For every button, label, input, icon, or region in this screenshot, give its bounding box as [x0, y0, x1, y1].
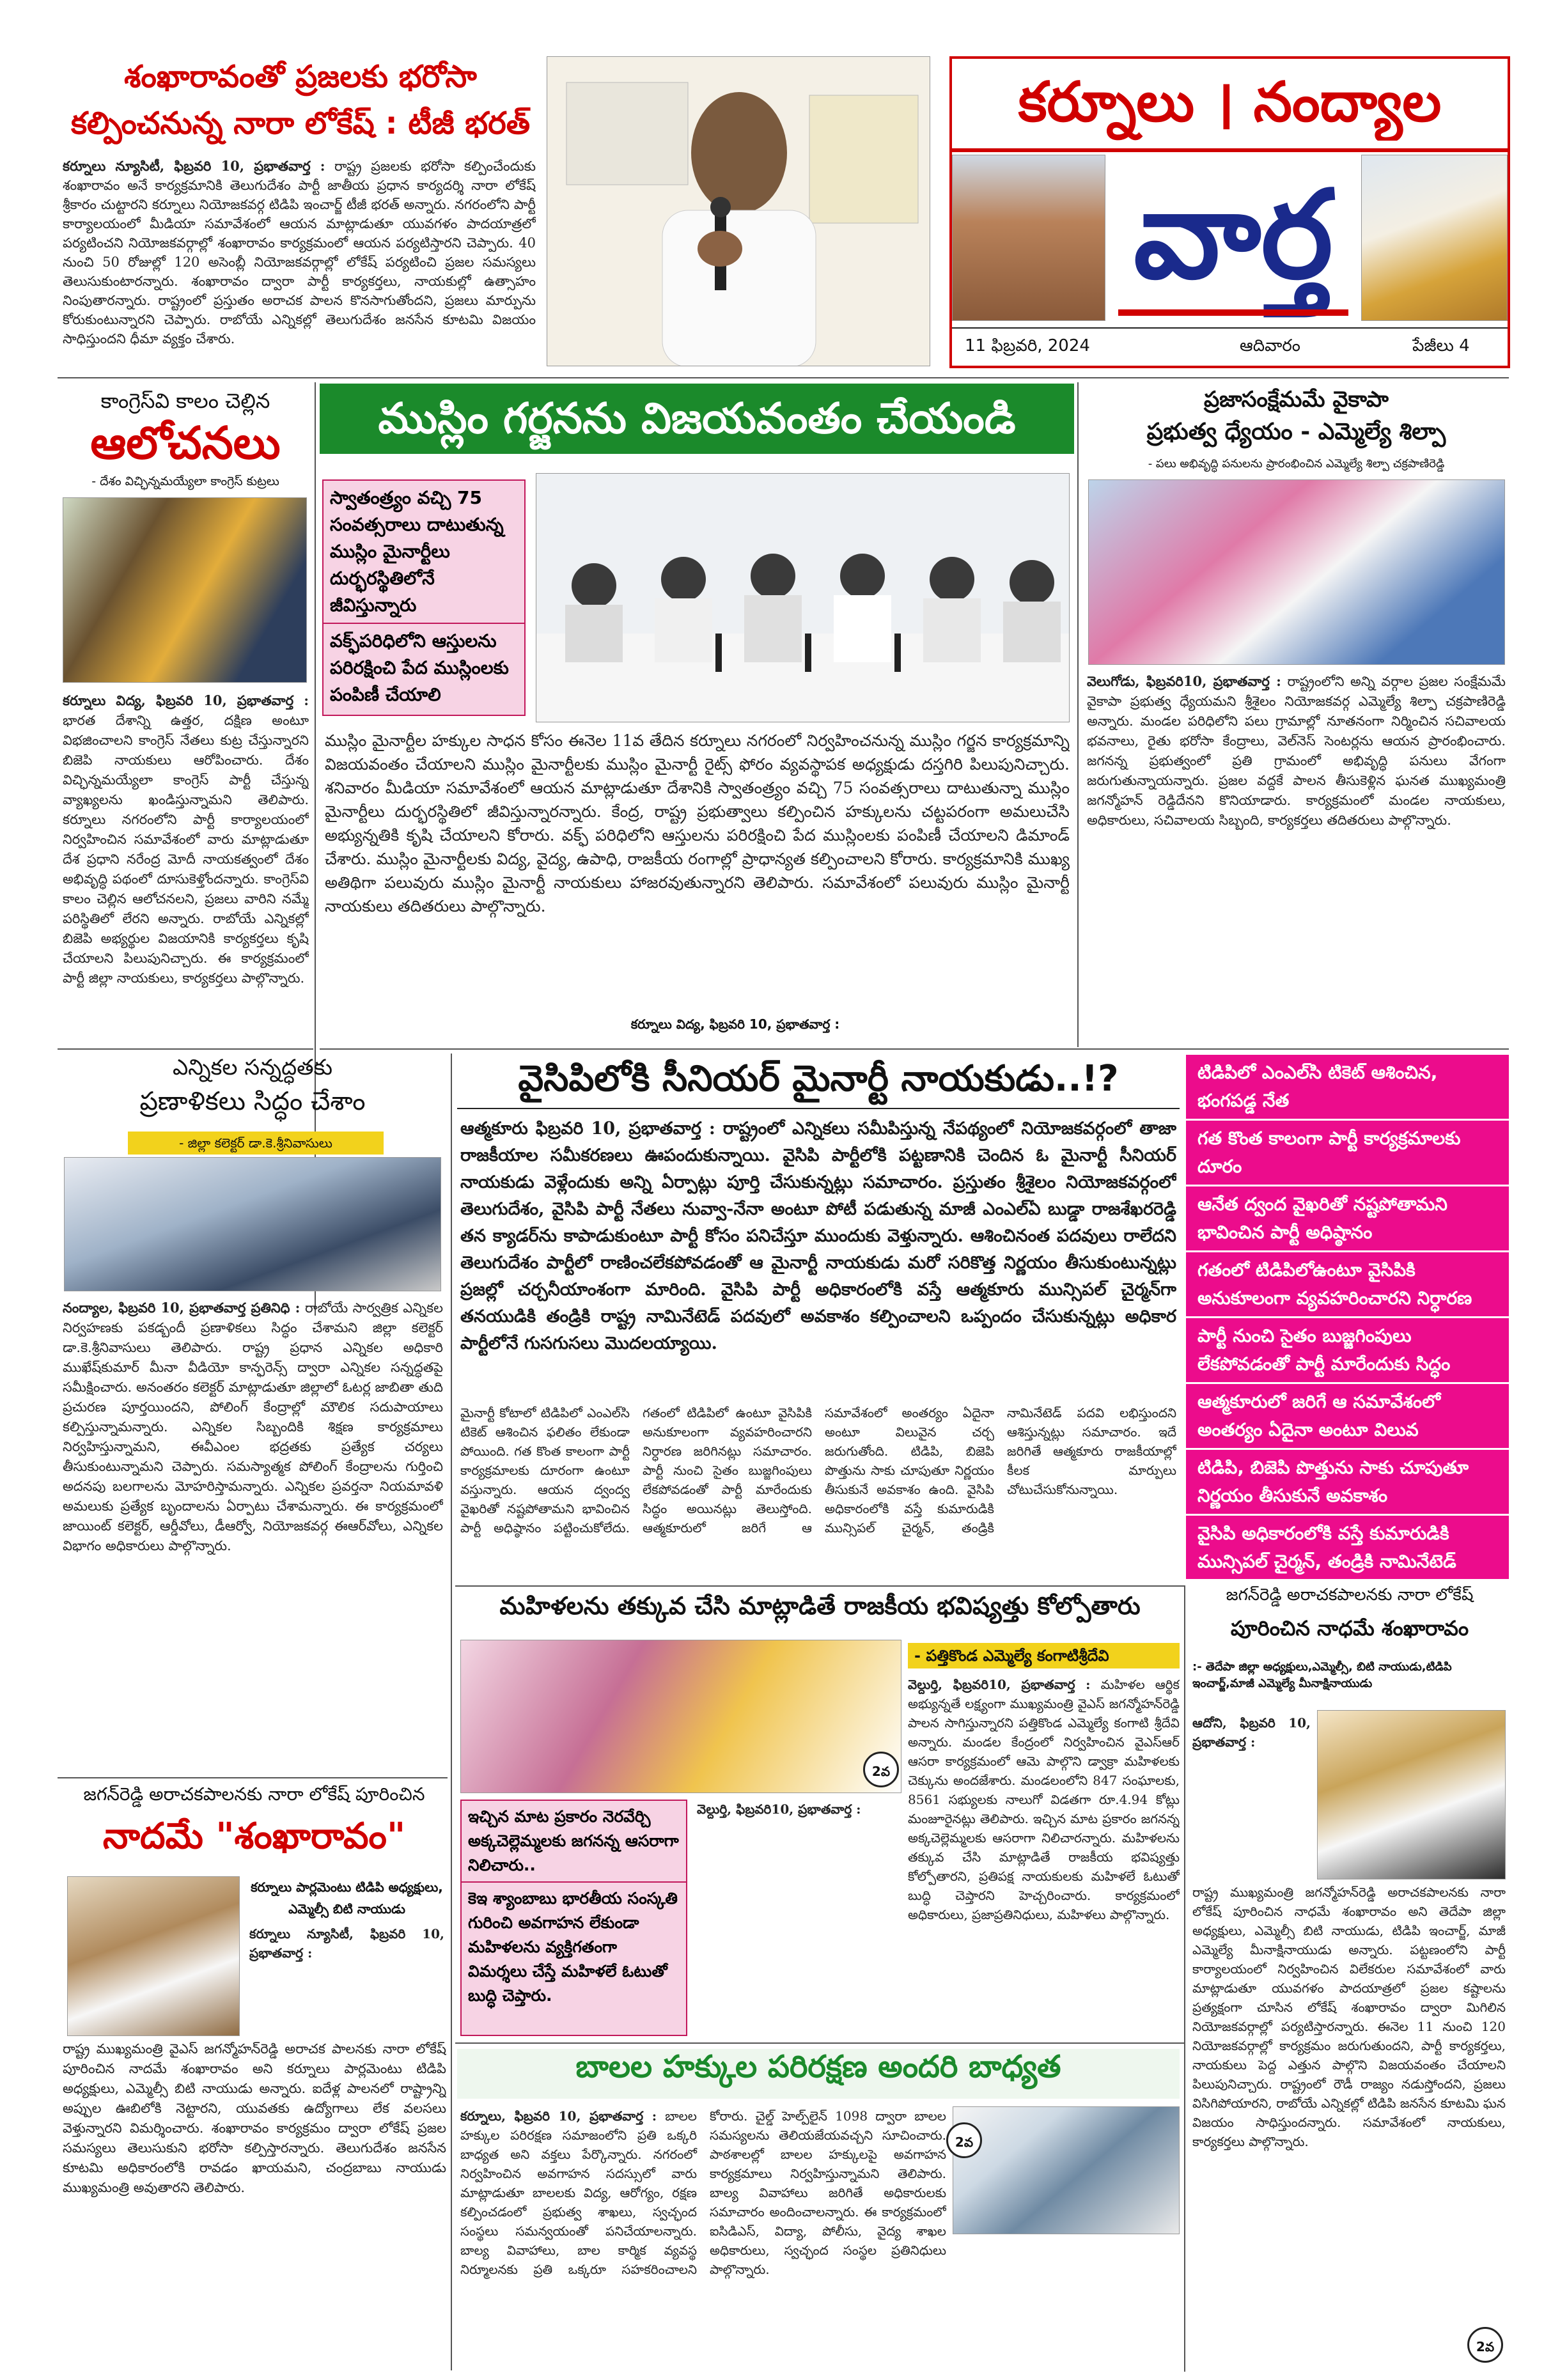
story10-photo: [953, 2106, 1180, 2234]
story1-dateline: కర్నూలు న్యూసిటీ, ఫిబ్రవరి 10, ప్రభాతవార్త :: [63, 158, 325, 174]
masthead-date-strip: [952, 327, 1508, 366]
divider-left-2: [58, 1777, 448, 1778]
story8-headline: మహిళలను తక్కువ చేసి మాట్లాడితే రాజకీయ భవిష్యత్తు కోల్పోతారు: [499, 1592, 1141, 1620]
story8-deck: - పత్తికొండ ఎమ్మెల్యే కంగాటిశ్రీదేవి: [908, 1643, 1180, 1668]
story4-deck: - పలు అభివృద్ధి పనులను ప్రారంభించిన ఎమ్మెల్యే శిల్పా చక్రపాణిరెడ్డి: [1148, 457, 1445, 471]
story10-body-text: బాలల హక్కుల పరిరక్షణ సమాజంలోని ప్రతి ఒక్కరి బాధ్యత అని వక్తలు పేర్కొన్నారు. నగరంలో నిర్వహించిన అవగాహన సదస్సులో వారు మాట్లాడుతూ బాలలకు విద్య, ఆరోగ్యం, రక్షణ కల్పించడంలో ప్రభుత్వ శాఖలు, స్వచ్ఛంద సంస్థలు సమన్వయంతో పనిచేయాలన్నారు. బాల్య వివాహాలు, బాల కార్మిక వ్యవస్థ నిర్మూలనకు ప్రతి ఒక్కరూ సహకరించాలని కోరారు. చైల్డ్ హెల్ప్‌లైన్ 1098 ద్వారా బాలల సమస్యలను తెలియజేయవచ్చని సూచించారు. పాఠశాలల్లో బాలల హక్కులపై అవగాహన కార్యక్రమాలు నిర్వహిస్తున్నామని తెలిపారు. బాల్య వివాహాలు జరిగితే అధికారులకు సమాచారం అందించాలన్నారు. ఈ కార్యక్రమంలో ఐసిడిఎస్, విద్యా, పోలీసు, వైద్య శాఖల అధికారులు, స్వచ్ఛంద సంస్థల ప్రతినిధులు పాల్గొన్నారు.: [460, 2108, 946, 2277]
pink-item-4: గతంలో టిడిపిలోఉంటూ వైసిపికి అనుకూలంగా వ్యవహరించారని నిర్ధారణ: [1186, 1252, 1509, 1318]
story9-dateline: ఆదోని, ఫిబ్రవరి 10, ప్రభాతవార్త :: [1192, 1715, 1311, 1750]
divider-left-mid: [58, 1048, 313, 1050]
story4-photo: [1088, 479, 1505, 665]
story1-headline-line1: శంఖారావంతో ప్రజలకు భరోసా: [124, 59, 477, 95]
story2-dateline: కర్నూలు విద్య, ఫిబ్రవరి 10, ప్రభాతవార్త :: [63, 692, 309, 708]
story9-kicker: జగన్‌రెడ్డి అరాచకపాలనకు నారా లోకేష్: [1226, 1585, 1474, 1605]
story5-body-text: రాబోయే సార్వత్రిక ఎన్నికల నిర్వహణకు పకడ్బందీ ప్రణాళికలు సిద్ధం చేశామని జిల్లా కలెక్టర్ డా.కె.శ్రీనివాసులు తెలిపారు. రాష్ట్ర ప్రధాన ఎన్నికల అధికారి ముఖేష్‌కుమార్ మీనా వీడియో కాన్ఫరెన్స్ ద్వారా ఎన్నికల సన్నద్ధతపై సమీక్షించారు. అనంతరం కలెక్టర్ మాట్లాడుతూ జిల్లాలో ఓటర్ల జాబితా తుది ప్రచురణ పూర్తయిందని, పోలింగ్ కేంద్రాల్లో మౌలిక సదుపాయాలు కల్పిస్తున్నామన్నారు. ఎన్నికల సిబ్బందికి శిక్షణ కార్యక్రమాలు నిర్వహిస్తున్నామని, ఈవీఎంల భద్రతకు ప్రత్యేక చర్యలు తీసుకుంటున్నామని చెప్పారు. సమస్యాత్మక పోలింగ్ కేంద్రాలను గుర్తించి అదనపు బలగాలను మోహరిస్తామన్నారు. ఎన్నికల ప్రవర్తనా నియమావళి అమలుకు ప్రత్యేక బృందాలను ఏర్పాటు చేశామన్నారు. ఈ కార్యక్రమంలో జాయింట్ కలెక్టర్, ఆర్డీవోలు, డీఆర్వో, నియోజకవర్గ ఈఆర్‌వోలు, ఎన్నికల విభాగం అధికారులు పాల్గొన్నారు.: [63, 1300, 443, 1553]
story6-body-lower: రాష్ట్ర ముఖ్యమంత్రి వైఎస్ జగన్మోహన్‌రెడ్డి అరాచక పాలనకు నారా లోకేష్ పూరించిన నాదమే శంఖారావం అని కర్నూలు పార్లమెంటు టిడిపి అధ్యక్షులు, ఎమ్మెల్సీ బిటి నాయుడు అన్నారు. ఐదేళ్ల పాలనలో రాష్ట్రాన్ని అప్పుల ఊబిలోకి నెట్టారని, యువతకు ఉద్యోగాలు లేక వలసలు వెళ్తున్నారని విమర్శించారు. శంఖారావం కార్యక్రమం ద్వారా లోకేష్ ప్రజల సమస్యలు తెలుసుకుని భరోసా కల్పిస్తారన్నారు. తెలుగుదేశం జనసేన కూటమి అధికారంలోకి రావడం ఖాయమని, చంద్రబాబు నాయుడు ముఖ్యమంత్రి అవుతారని తెలిపారు.: [63, 2041, 446, 2195]
story8-bullet-1: ఇచ్చిన మాట ప్రకారం నెరవేర్చి అక్కచెల్లెమ్మలకు జగనన్న ఆసరాగా నిలిచారు..: [462, 1801, 686, 1883]
story8-body-text: మహిళల ఆర్థిక అభ్యున్నతే లక్ష్యంగా ముఖ్యమంత్రి వైఎస్ జగన్మోహన్‌రెడ్డి పాలన సాగిస్తున్నారని పత్తికొండ ఎమ్మెల్యే కంగాటి శ్రీదేవి అన్నారు. మండల కేంద్రంలో నిర్వహించిన వైఎస్ఆర్ ఆసరా కార్యక్రమంలో ఆమె పాల్గొని డ్వాక్రా మహిళలకు చెక్కును అందజేశారు. మండలంలోని 847 సంఘాలకు, 8561 సభ్యులకు నాలుగో విడతగా రూ.4.94 కోట్లు మంజూరైనట్లు తెలిపారు. ఇచ్చిన మాట ప్రకారం జగనన్న అక్కచెల్లెమ్మలకు ఆసరాగా నిలిచారన్నారు. మహిళలను తక్కువ చేసి మాట్లాడితే రాజకీయ భవిష్యత్తు కోల్పోతారని, ప్రతిపక్ష నాయకులకు మహిళలే ఓటుతో బుద్ధి చెప్తారని హెచ్చరించారు. కార్యక్రమంలో అధికారులు, ప్రజాప్రతినిధులు, మహిళలు పాల్గొన్నారు.: [908, 1677, 1180, 1922]
story8-col2-dateline: వెల్దుర్తి, ఫిబ్రవరి10, ప్రభాతవార్త :: [697, 1801, 861, 1817]
story4-headline: ప్రభుత్వ ధ్యేయం - ఎమ్మెల్యే శిల్పా: [1146, 419, 1446, 445]
pink-item-7: టిడిపి, బిజెపి పొత్తును సాకు చూపుతూ నిర్ణయం తీసుకునే అవకాశం: [1186, 1450, 1509, 1516]
nandi-photo: [1361, 155, 1508, 321]
masthead: [949, 56, 1510, 368]
story8-dateline: వెల్దుర్తి, ఫిబ్రవరి10, ప్రభాతవార్త :: [908, 1677, 1091, 1692]
story2-photo: [63, 497, 307, 683]
fort-photo: [952, 155, 1105, 321]
story5-headline: ప్రణాళికలు సిద్ధం చేశాం: [139, 1087, 366, 1116]
story8-badge: 2వ: [863, 1752, 899, 1787]
story2-kicker: కాంగ్రెస్‌వి కాలం చెల్లిన: [100, 389, 270, 413]
story9-headline: పూరించిన నాధమే శంఖారావం: [1230, 1616, 1469, 1640]
story4-kicker: ప్రజాసంక్షేమమే వైకాపా: [1204, 387, 1389, 412]
logo-underline-bar: [1118, 309, 1348, 316]
story4-body: [1087, 671, 1506, 1042]
pink-item-8: వైసిపి అధికారంలోకి వస్తే కుమారుడికి మున్సిపల్ చైర్మన్, తండ్రికి నామినేటెడ్: [1197, 1523, 1456, 1572]
story3-bullet-1: స్వాతంత్ర్యం వచ్చి 75 సంవత్సరాలు దాటుతున్న ముస్లిం మైనార్టీలు దుర్భరస్థితిలోనే జీవిస్తున్నారు: [324, 481, 524, 624]
story6-photo: [67, 1876, 240, 2036]
story3-credit: కర్నూలు విద్య, ఫిబ్రవరి 10, ప్రభాతవార్త :: [630, 1016, 840, 1032]
story7-lead: ఆత్మకూరు ఫిబ్రవరి 10, ప్రభాతవార్త : రాష్ట్రంలో ఎన్నికలు సమీపిస్తున్న నేపథ్యంలో నియోజకవర్గంలో తాజా రాజకీయాల సమీకరణలు ఊపందుకున్నాయి. వైసిపి పార్టీలోకి పట్టణానికి చెందిన ఓ మైనార్టీ సీనియర్ నాయకుడు వెళ్లేందుకు అన్ని ఏర్పాట్లు పూర్తి చేసుకున్నట్లు సమాచారం. ప్రస్తుతం శ్రీశైలం నియోజకవర్గంలో తెలుగుదేశం, వైసిపి పార్టీ నేతలు నువ్వా-నేనా అంటూ పోటీ పడుతున్న మాజీ ఎంఎల్ఏ బుడ్డా రాజశేఖరరెడ్డి తన క్యాడర్‌ను కాపాడుకుంటూ పార్టీ కోసం పనిచేస్తూ ముందుకు వెళ్తున్నారు. ఆశించినంత పదవులు రాలేదని తెలుగుదేశం పార్టీలో రాణించలేకపోవడంతో ఆ మైనార్టీ నాయకుడు మరో సరికొత్త నిర్ణయం తీసుకుంటున్నట్లు ప్రజల్లో చర్చనీయాంశంగా మారింది. వైసిపి పార్టీ అధికారంలోకి వస్తే ఆత్మకూరు మున్సిపల్ చైర్మన్‌గా తనయుడికి తండ్రికి రాష్ట్ర నామినేటెడ్ పదవులో అవకాశం కల్పించాలని ఒప్పందం చేసుకున్నట్లు అధికార పార్టీలోనే గుసగుసలు మొదలయ్యాయి.: [460, 1119, 1176, 1353]
microphone-speaker-illustration: [547, 57, 930, 366]
story1-body-text: రాష్ట్ర ప్రజలకు భరోసా కల్పించేందుకు శంఖారావం అనే కార్యక్రమానికి తెలుగుదేశం పార్టీ జాతీయ ప్రధాన కార్యదర్శి నారా లోకేష్ శ్రీకారం చుట్టారని కర్నూలు నియోజకవర్గ టిడిపి ఇంచార్జ్ టీజీ భరత్ అన్నారు. నగరంలోని పార్టీ కార్యాలయంలో మీడియా సమావేశంలో ఆయన మాట్లాడుతూ యువగళం పాదయాత్రలో పర్యటించని నియోజకవర్గాల్లో శంఖారావం కార్యక్రమంలో ఆయన పర్యటిస్తారని చెప్పారు. 40 నుంచి 50 రోజుల్లో 120 అసెంబ్లీ నియోజకవర్గాల్లో లోకేష్ పర్యటించి ప్రజల సమస్యలు తెలుసుకుంటారన్నారు. శంఖారావం ద్వారా పార్టీ కార్యకర్తలు, నాయకుల్లో ఉత్సాహం నింపుతారన్నారు. రాష్ట్రంలో ప్రస్తుతం అరాచక పాలన కొనసాగుతోందని, ప్రజలు మార్పును కోరుకుంటున్నారని చెప్పారు. రాబోయే ఎన్నికల్లో తెలుగుదేశం జనసేన కూటమి విజయం సాధిస్తుందని ధీమా వ్యక్తం చేశారు.: [63, 159, 536, 346]
story10-body: [460, 2106, 946, 2368]
story10-headline: బాలల హక్కుల పరిరక్షణ అందరి బాధ్యత: [457, 2049, 1180, 2099]
story3-bullet-box: [322, 479, 526, 716]
story2-deck: - దేశం విచ్ఛిన్నమయ్యేలా కాంగ్రెస్ కుట్రలు: [91, 474, 279, 488]
story5-kicker: ఎన్నికల సన్నద్ధతకు: [172, 1055, 333, 1080]
pink-item-2: గత కొంత కాలంగా పార్టీ కార్యక్రమాలకు దూరం: [1186, 1121, 1509, 1186]
story1-photo-speaker: [547, 56, 930, 366]
story7-headline: వైసిపిలోకి సీనియర్ మైనార్టీ నాయకుడు..!?: [457, 1058, 1180, 1109]
story6-dateline: కర్నూలు న్యూసిటీ, ఫిబ్రవరి 10, ప్రభాతవార్త :: [249, 1926, 444, 1961]
divider-v4: [1184, 1585, 1185, 2372]
story5-dateline: నంద్యాల, ఫిబ్రవరి 10, ప్రభాతవార్త ప్రతినిధి :: [63, 1300, 300, 1316]
press-meet-illustration: [536, 474, 1070, 722]
story9-photo: [1317, 1710, 1506, 1879]
story6-headline: నాదమే "శంఖారావం": [102, 1816, 406, 1857]
story8-body-col2: [697, 1800, 901, 2036]
story1-headline-line2: కల్పించనున్న నారా లోకేష్ : టీజీ భరత్: [70, 105, 531, 141]
masthead-top-title: కర్నూలు । నంద్యాల: [1018, 70, 1442, 134]
divider-center-2: [455, 1585, 1184, 1587]
masthead-red-rule: [952, 148, 1508, 152]
story5-deck: - జిల్లా కలెక్టర్ డా.కె.శ్రీనివాసులు: [128, 1132, 384, 1155]
divider-center-3: [455, 2042, 1184, 2044]
story10-dateline: కర్నూలు, ఫిబ్రవరి 10, ప్రభాతవార్త :: [460, 2108, 657, 2124]
story10-badge: 2వ: [946, 2122, 982, 2158]
masthead-page: పేజీలు 4: [1412, 336, 1470, 355]
story9-body: రాష్ట్ర ముఖ్యమంత్రి జగన్మోహన్‌రెడ్డి అరాచకపాలనకు నారా లోకేష్ పూరించిన నాధమే శంఖారావం అని తెదేపా జిల్లా అధ్యక్షులు, ఎమ్మెల్సీ బిటి నాయుడు, టిడిపి ఇంచార్జ్, మాజీ ఎమ్మెల్యే మీనాక్షినాయుడు అన్నారు. పట్టణంలోని పార్టీ కార్యాలయంలో నిర్వహించిన విలేకరుల సమావేశంలో వారు మాట్లాడుతూ యువగళం పాదయాత్రలో ప్రజల కష్టాలను ప్రత్యక్షంగా చూసిన లోకేష్ శంఖారావం ద్వారా మిగిలిన నియోజకవర్గాల్లో పర్యటిస్తారన్నారు. ఈనెల 11 నుంచి 120 నియోజకవర్గాల్లో కార్యక్రమం జరుగుతుందని, పార్టీ కార్యకర్తలు, నాయకులు పెద్ద ఎత్తున పాల్గొని విజయవంతం చేయాలని పిలుపునిచ్చారు. రాష్ట్రంలో రౌడీ రాజ్యం నడుస్తోందని, ప్రజలు విసిగిపోయారని, రాబోయే ఎన్నికల్లో టిడిపి జనసేన కూటమి ఘన విజయం సాధిస్తుందన్నారు. సమావేశంలో నాయకులు, కార్యకర్తలు పాల్గొన్నారు.: [1192, 1885, 1506, 2149]
masthead-day: ఆదివారం: [1240, 336, 1300, 355]
story2-headline: ఆలోచనలు: [90, 417, 281, 469]
pink-callout-panel: [1186, 1055, 1509, 1579]
story10-body-col3: [953, 2241, 1180, 2368]
story9-badge: 2వ: [1467, 2327, 1503, 2363]
masthead-logo: వార్త: [1134, 163, 1333, 306]
story8-bullet-2: కెఇ శ్యాంబాబు భారతీయ సంస్కతి గురించి అవగాహన లేకుండా మహిళలను వ్యక్తిగతంగా విమర్శలు చేస్తే మహిళలే ఓటుతో బుద్ధి చెప్తారు.: [468, 1889, 678, 2005]
story6-body: [249, 1924, 444, 2033]
story4-dateline: వెలుగోడు, ఫిబ్రవరి10, ప్రభాతవార్త :: [1087, 673, 1281, 689]
pink-item-1: టిడిపిలో ఎంఎల్‌సి టికెట్ ఆశించిన, భంగపడ్డ నేత: [1186, 1055, 1509, 1121]
pink-item-5: పార్టీ నుంచి సైతం బుజ్జగింపులు లేకపోవడంతో పార్టీ మారేందుకు సిద్ధం: [1186, 1318, 1509, 1384]
story4-body-text: రాష్ట్రంలోని అన్ని వర్గాల ప్రజల సంక్షేమమే వైకాపా ప్రభుత్వ ధ్యేయమని శ్రీశైలం నియోజకవర్గ ఎమ్మెల్యే శిల్పా చక్రపాణిరెడ్డి అన్నారు. మండల పరిధిలోని పలు గ్రామాల్లో నూతనంగా నిర్మించిన సచివాలయ భవనాలు, రైతు భరోసా కేంద్రాలు, వెల్‌నెస్ సెంటర్లను ఆయన ప్రారంభించారు. జగనన్న ప్రభుత్వంలో ప్రతి గ్రామంలో అభివృద్ధి పనులు వేగంగా జరుగుతున్నాయన్నారు. ప్రజల వద్దకే పాలన తీసుకెళ్లిన ఘనత ముఖ్యమంత్రి జగన్మోహన్ రెడ్డిదేనని కొనియాడారు. కార్యక్రమంలో మండల నాయకులు, అధికారులు, సచివాలయ సిబ్బంది, కార్యకర్తలు తదితరులు పాల్గొన్నారు.: [1087, 674, 1506, 828]
story3-photo: [536, 473, 1070, 722]
divider-top: [58, 377, 1509, 378]
story6-caption-name: కర్నూలు పార్లమెంటు టిడిపి అధ్యక్షులు, ఎమ్మెల్సీ బిటి నాయుడు: [251, 1879, 443, 1917]
story2-body-text: భారత దేశాన్ని ఉత్తర, దక్షిణ అంటూ విభజించాలని కాంగ్రెస్ నేతలు కుట్ర చేస్తున్నారని బిజెపి నాయకులు ఆరోపించారు. దేశం విచ్ఛిన్నమయ్యేలా కాంగ్రెస్ పార్టీ చేస్తున్న వ్యాఖ్యలను ఖండిస్తున్నామని తెలిపారు. కర్నూలు నగరంలోని పార్టీ కార్యాలయంలో నిర్వహించిన సమావేశంలో వారు మాట్లాడుతూ దేశ ప్రధాని నరేంద్ర మోదీ నాయకత్వంలో దేశం అభివృద్ధి పథంలో దూసుకెళ్తోందన్నారు. కాంగ్రెస్‌వి కాలం చెల్లిన ఆలోచనలని, ప్రజలు వారిని నమ్మే పరిస్థితిలో లేరని అన్నారు. రాబోయే ఎన్నికల్లో బిజెపి అభ్యర్థుల విజయానికి కార్యకర్తలు కృషి చేయాలని పిలుపునిచ్చారు. ఈ కార్యక్రమంలో పార్టీ జిల్లా నాయకులు, కార్యకర్తలు పాల్గొన్నారు.: [63, 713, 309, 986]
story3-headline: ముస్లిం గర్జనను విజయవంతం చేయండి: [320, 384, 1074, 454]
divider-mid: [320, 1048, 1509, 1050]
divider-v2: [1077, 382, 1079, 1047]
story5-body: [63, 1298, 443, 1771]
story9-dateline-block: [1192, 1713, 1311, 1873]
story1-body: [63, 157, 536, 368]
pink-item-6: ఆత్మకూరులో జరిగే ఆ సమావేశంలో అంతర్యం ఏదైనా అంటూ విలువ: [1186, 1384, 1509, 1450]
story3-body: ముస్లిం మైనార్టీల హక్కుల సాధన కోసం ఈనెల 11వ తేదిన కర్నూలు నగరంలో నిర్వహించనున్న ముస్లిం గర్జన కార్యక్రమాన్ని విజయవంతం చేయాలని ముస్లిం మైనార్టీలకు ముస్లిం మైనార్టీ రైట్స్ ఫోరం వ్యవస్థాపక అధ్యక్షుడు దస్తగిరి పిలుపునిచ్చారు. శనివారం మీడియా సమావేశంలో ఆయన మాట్లాడుతూ దేశానికి స్వాతంత్ర్యం వచ్చి 75 సంవత్సరాలు దాటుతున్నా ముస్లిం మైనార్టీలు దుర్భరస్థితిలో జీవిస్తున్నారన్నారు. కేంద్ర, రాష్ట్ర ప్రభుత్వాలు కల్పించిన హక్కులను చట్టపరంగా అమలుచేసి అభ్యున్నతికి కృషి చేయాలని కోరారు. వక్ఫ్ పరిధిలోని ఆస్తులను పరిరక్షించి పేద ముస్లింలకు పంపిణీ చేయాలని డిమాండ్ చేశారు. ముస్లిం మైనార్టీలకు విద్య, వైద్య, ఉపాధి, రాజకీయ రంగాల్లో ప్రాధాన్యత కల్పించాలని కోరారు. కార్యక్రమానికి ముఖ్య అతిథిగా పలువురు ముస్లిం మైనార్టీ నాయకులు హాజరవుతున్నారని తెలిపారు. సమావేశంలో పలువురు ముస్లిం మైనార్టీ నాయకులు తదితరులు పాల్గొన్నారు.: [325, 731, 1070, 915]
masthead-date: 11 ఫిబ్రవరి, 2024: [965, 336, 1090, 355]
story3-bullet-2: వక్ఫ్‌పరిధిలోని ఆస్తులను పరిరక్షించి పేద ముస్లింలకు పంపిణీ చేయాలి: [330, 630, 509, 705]
pink-item-3: ఆనేత ద్వంద వైఖరితో నష్టపోతామని భావించిన పార్టీ అధిష్ఠానం: [1186, 1186, 1509, 1252]
story8-body: [908, 1675, 1180, 2036]
story6-kicker: జగన్‌రెడ్డి అరాచకపాలనకు నారా లోకేష్ పూరించిన: [83, 1784, 425, 1805]
story9-deck: :- తెదేపా జిల్లా అధ్యక్షులు,ఎమ్మెల్సీ, బిటి నాయుడు,టిడిపి ఇంచార్జ్,మాజీ ఎమ్మెల్యే మీనాక్షినాయుడు: [1192, 1660, 1452, 1690]
story8-photo: [460, 1640, 901, 1793]
story7-body: మైనార్టీ కోటాలో టిడిపిలో ఎంఎల్‌సి టికెట్ ఆశించిన ఫలితం లేకుండా పోయింది. గత కొంత కాలంగా పార్టీ కార్యక్రమాలకు దూరంగా ఉంటూ వస్తున్నారు. ఆయన ద్వంద్వ వైఖరితో నష్టపోతామని భావించిన పార్టీ అధిష్ఠానం పట్టించుకోలేదు. గతంలో టిడిపిలో ఉంటూ వైసిపికి అనుకూలంగా వ్యవహరించారని నిర్ధారణ జరిగినట్లు సమాచారం. పార్టీ నుంచి సైతం బుజ్జగింపులు లేకపోవడంతో పార్టీ మారేందుకు సిద్ధం అయినట్లు తెలుస్తోంది. ఆత్మకూరులో జరిగే ఆ సమావేశంలో అంతర్యం ఏదైనా అంటూ విలువైన చర్చ జరుగుతోంది. టిడిపి, బిజెపి పొత్తును సాకు చూపుతూ నిర్ణయం తీసుకునే అవకాశం ఉంది. వైసిపి అధికారంలోకి వస్తే కుమారుడికి మున్సిపల్ చైర్మన్, తండ్రికి నామినేటెడ్ పదవి లభిస్తుందని ఆశిస్తున్నట్లు సమాచారం. ఇదే జరిగితే ఆత్మకూరు రాజకీయాల్లో కీలక మార్పులు చోటుచేసుకోనున్నాయి.: [460, 1405, 1176, 1536]
story8-bullet-box: [460, 1800, 687, 2036]
story5-photo: [64, 1157, 441, 1291]
divider-v3: [451, 1054, 452, 2370]
